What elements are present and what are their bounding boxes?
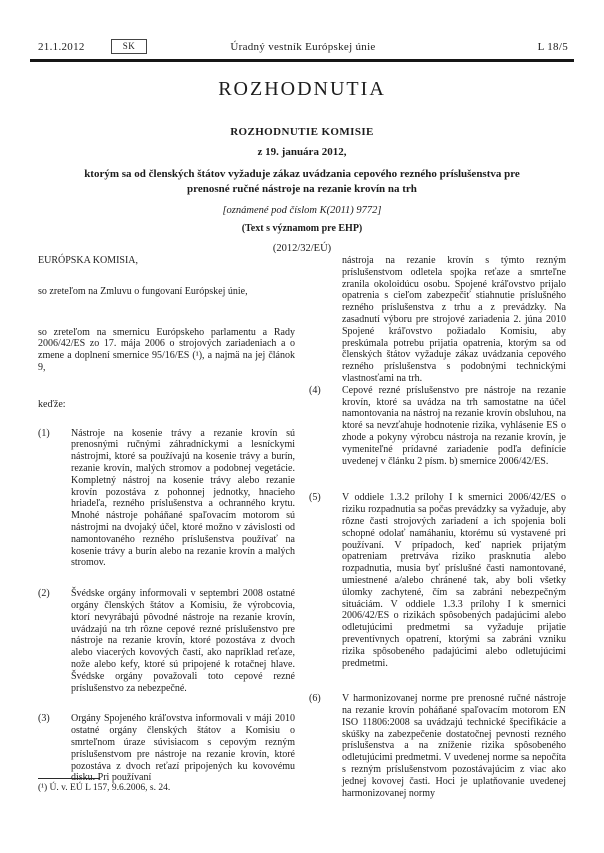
recital-2-number: (2) [38,588,50,600]
footnote-area [38,778,295,793]
journal-title: Úradný vestník Európskej únie [230,40,376,53]
recital-3-continuation: nástroja na rezanie krovín s týmto rezným príslušenstvom odletela spojka reťaze a smrteľne zranila okoloidúcu osobu. Spojené kráľovstvo prijalo opatrenia s cieľom zabezpečiť stiahnutie príslušného rezného príslušenstva z trhu a z prevádzky. Na zasadnutí výboru pre strojové zariadenia 2. júna 2010 Spojené kráľovstvo požiadalo Komisiu, aby preskúmala potrebu prijatia opatrenia, ktorým sa od členských štátov vyžaduje zákaz uvádzania cepového rezného príslušenstva s podobnými technickými vlastnosťami na trh. [342,255,566,384]
footnote-rule [38,778,100,779]
notification-number: [oznámené pod číslom K(2011) 9772] [222,204,382,216]
intro-directive: so zreteľom na smernicu Európskeho parlamentu a Rady 2006/42/ES zo 17. mája 2006 o strojových zariadeniach a o zmene a doplnení smernice 95/16/ES (¹), a najmä na jej článok 9, [38,326,295,373]
page-reference: L 18/5 [537,40,568,53]
recital-3-text: Orgány Spojeného kráľovstva informovali v máji 2010 ostatné orgány členských štátov a Komisiu o smrteľnom úraze súvisiacom s cepovým rezným príslušenstvom pre nástroje na rezanie krovín, ktoré pozostáva z dvoch reťazí pripojených ku kovovému disku. Pri používaní [71,713,295,784]
recital-6 [309,693,566,799]
recital-4-number: (4) [309,384,321,396]
whereas-label: keďže: [38,398,66,410]
left-column [38,255,295,799]
recital-4 [309,385,566,468]
publication-date: 21.1.2012 [38,40,85,53]
recital-1-number: (1) [38,427,50,439]
right-column [309,255,566,799]
header-rule [30,59,574,62]
decision-subject: ktorým sa od členských štátov vyžaduje zákaz uvádzania cepového rezného príslušenstva pre prenosné ručné nástroje na rezanie krovín na trh [84,168,520,195]
decision-date: z 19. januára 2012, [257,146,347,158]
recital-6-number: (6) [309,693,321,705]
body-columns [38,255,566,799]
footnote-text: (¹) Ú. v. EÚ L 157, 9.6.2006, s. 24. [38,783,171,793]
recital-2 [38,588,295,694]
recital-6-text: V harmonizovanej norme pre prenosné ručné nástroje na rezanie krovín poháňané spaľovacím motorom EN ISO 11806:2008 sa uvádzajú technické špecifikácie a skúšky na zabezpečenie dostatočnej pevnosti rezného príslušenstva a na zníženie rizika spôsobeného odletujúcimi predmetmi. V uvedenej norme sa nepočíta s rezným príslušenstvom pozostávajúcim z viac ako jednej kovovej časti. Hoci je uplatňovanie uvedenej harmonizovanej normy [342,693,566,799]
recital-4-text: Cepové rezné príslušenstvo pre nástroje na rezanie krovín, ktoré sa uvádza na trh samostatne na účel namontovania na nástroj na rezanie krovín obsluhou, na ktoré sa nevzťahuje hodnotenie rizika, vyhlásenie ES o zhode a pokyny výrobcu nástroja na rezanie krovín, je vymeniteľné prídavné zariadenie podľa definície uvedenej v článku 2 písm. b) smernice 2006/42/ES. [342,384,566,467]
decision-heading [64,126,540,254]
recital-3 [38,713,295,784]
recital-5 [309,492,566,669]
recital-2-text: Švédske orgány informovali v septembri 2008 ostatné orgány členských štátov a Komisiu, že výrobcovia, ktorí nevyrábajú pôvodné nástroje na rezanie krovín, uvádzajú na trh rôzne cepové rezné príslušenstvo pre nástroje na rezanie krovín, ktoré pozostáva z dvoch alebo viacerých kovových častí, ako napríklad reťaze, nože alebo kefy, ktoré sú pripojené k rotačnej hlave. Švédske orgány považovali toto cepové rezné príslušenstvo za nebezpečné. [71,588,295,694]
recital-3-number: (3) [38,713,50,725]
intro-treaty: so zreteľom na Zmluvu o fungovaní Európskej únie, [38,285,248,297]
recital-1 [38,428,295,570]
page-header [38,39,568,54]
recital-5-text: V oddiele 1.3.2 prílohy I k smernici 2006/42/ES o riziku rozpadnutia sa počas prevádzky sa vyžaduje, aby rôzne časti strojových zariadení a ich spojenia boli schopné odolať namáhaniu, ktorému sú vystavené pri používaní. V prípadoch, keď napriek prijatým opatreniam pretrváva riziko prasknutia alebo rozpadnutia, musia byť príslušné časti namontované, umiestnené a/alebo chránené tak, aby boli všetky úlomky zachytené, čím sa zabráni nebezpečným situáciám. V oddiele 1.3.3 prílohy I k smernici 2006/42/ES o rizikách spôsobených padajúcimi alebo odletujúcimi predmetmi sa vyžaduje prijatie preventívnych opatrení, ktorými sa zabráni vzniku rizika spôsobeného padajúcimi alebo odletujúcimi predmetmi. [342,492,566,669]
decision-type: ROZHODNUTIE KOMISIE [230,126,374,138]
intro-commission: EURÓPSKA KOMISIA, [38,255,139,266]
language-badge: SK [111,39,148,54]
decision-number: (2012/32/EÚ) [272,242,332,254]
section-title: ROZHODNUTIA [218,78,386,100]
recital-5-number: (5) [309,492,321,504]
recital-1-text: Nástroje na kosenie trávy a rezanie krovín sú prenosnými ručnými záhradníckymi a lesníckymi nástrojmi, ktoré sa používajú na kosenie trávy a burín, rezanie krovín, malých stromov a podobnej vegetácie. Kompletný nástroj na kosenie trávy alebo rezanie krovín pozostáva z pohonnej jednotky, hnacieho hriadeľa, rezného príslušenstva a ochranného krytu. Mnohé nástroje poháňané spaľovacím motorom sú nástrojmi na dvojaký účel, ktoré možno v závislosti od namontovaného rezného príslušenstva používať na kosenie trávy a burín alebo na rezanie krovín a malých stromov. [71,427,295,569]
eea-relevance: (Text s významom pre EHP) [241,222,363,234]
